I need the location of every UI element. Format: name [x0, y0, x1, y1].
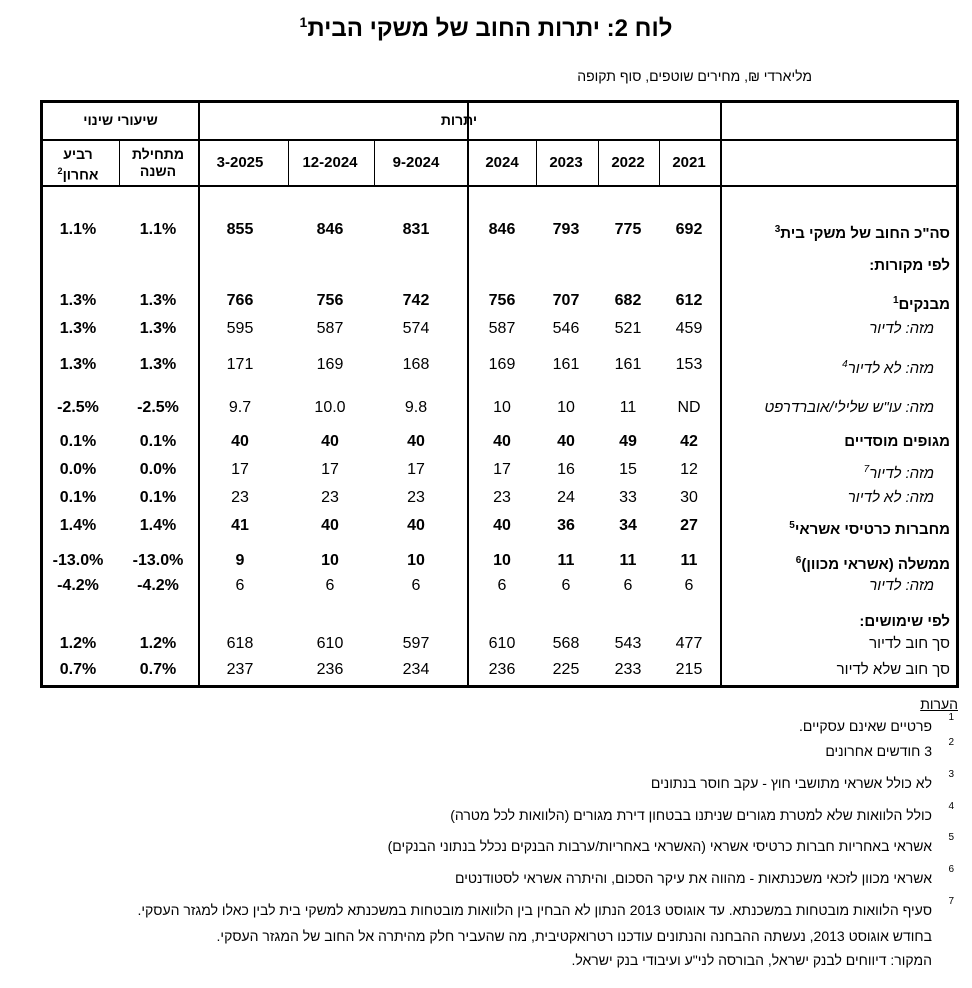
table-cell: -13.0%: [52, 552, 104, 569]
note-number: 2: [948, 737, 954, 748]
table-cell: 225: [552, 661, 580, 678]
table-cell: 521: [614, 320, 642, 337]
table-cell: 40: [321, 517, 339, 534]
table-cell: 0.1%: [139, 489, 177, 506]
table-cell: 36: [557, 517, 575, 534]
table-cell: -2.5%: [57, 399, 99, 416]
column-divider: [467, 103, 469, 685]
debt-table: [40, 100, 959, 688]
table-cell: 6: [411, 577, 421, 594]
row-label: [775, 221, 950, 243]
table-cell: 587: [488, 320, 516, 337]
table-cell: 612: [675, 292, 703, 309]
table-cell: 236: [488, 661, 516, 678]
table-cell: 6: [684, 577, 694, 594]
table-cell: ND: [677, 399, 701, 416]
table-cell: 11: [619, 399, 637, 416]
table-cell: 6: [561, 577, 571, 594]
table-cell: 168: [402, 356, 430, 373]
row-label-footnote: 3: [774, 224, 781, 235]
row-label-text: סך חוב לדיור: [869, 635, 950, 652]
table-cell: 15: [619, 461, 637, 478]
table-cell: 16: [557, 461, 575, 478]
column-divider: [198, 103, 200, 685]
group-header-change-rates: שיעורי שינוי: [83, 112, 158, 128]
notes-title: הערות: [920, 696, 958, 712]
table-cell: 1.2%: [139, 635, 177, 652]
table-cell: 1.4%: [59, 517, 97, 534]
table-cell: 610: [316, 635, 344, 652]
row-label-footnote: 5: [789, 520, 795, 531]
note-text: אשראי באחריות חברות כרטיסי אשראי (האשראי באחריות/ערבות הבנקים נכלל בנתוני הבנקים): [387, 838, 932, 854]
table-cell: 23: [321, 489, 339, 506]
table-cell: 477: [675, 635, 703, 652]
table-cell: 6: [497, 577, 507, 594]
table-cell: 11: [680, 552, 698, 569]
table-cell: 237: [226, 661, 254, 678]
table-cell: -2.5%: [137, 399, 179, 416]
row-label-text: מבנקים: [898, 296, 950, 313]
table-cell: 234: [402, 661, 430, 678]
column-divider: [720, 103, 722, 685]
table-cell: 756: [488, 292, 516, 309]
note-text: המקור: דיווחים לבנק ישראל, הבורסה לני"ע ועיבודי בנק ישראל.: [571, 952, 932, 968]
table-cell: 40: [493, 517, 511, 534]
note-text: פרטיים שאינם עסקיים.: [799, 718, 932, 734]
table-cell: 10: [407, 552, 425, 569]
table-cell: 0.1%: [139, 433, 177, 450]
column-header-last-quarter-label: רביע אחרון: [62, 146, 99, 183]
row-label-text: מזה: לדיור: [869, 465, 934, 482]
row-label: [844, 433, 950, 451]
table-cell: 595: [226, 320, 254, 337]
page-title: לוח 2: יתרות החוב של משקי הבית$^1$: [299, 14, 673, 42]
table-cell: 27: [680, 517, 698, 534]
table-cell: 546: [552, 320, 580, 337]
table-cell: 742: [402, 292, 430, 309]
table-cell: 10: [557, 399, 575, 416]
table-cell: 1.3%: [59, 292, 97, 309]
row-label: [764, 399, 934, 417]
row-label: [789, 517, 950, 539]
table-cell: 40: [557, 433, 575, 450]
table-cell: 161: [552, 356, 580, 373]
table-cell: 831: [402, 221, 430, 238]
table-cell: 707: [552, 292, 580, 309]
row-label: [869, 635, 950, 653]
table-cell: 682: [614, 292, 642, 309]
table-cell: 17: [231, 461, 249, 478]
table-cell: 855: [226, 221, 254, 238]
table-cell: -4.2%: [137, 577, 179, 594]
table-cell: 171: [226, 356, 254, 373]
table-cell: 793: [552, 221, 580, 238]
note-number: 5: [948, 832, 954, 843]
column-header-2021: 2021: [672, 154, 706, 171]
note-number: 4: [948, 801, 954, 812]
table-cell: 6: [235, 577, 245, 594]
table-cell: 215: [675, 661, 703, 678]
table-cell: 236: [316, 661, 344, 678]
row-label: [864, 461, 934, 483]
column-header-ytd: מתחילת השנה: [131, 146, 184, 179]
table-cell: 1.3%: [59, 356, 97, 373]
table-cell: 0.1%: [59, 489, 97, 506]
table-cell: 23: [231, 489, 249, 506]
note-number: 7: [948, 896, 954, 907]
note-number: 3: [948, 769, 954, 780]
row-label: [848, 489, 934, 507]
table-cell: 30: [680, 489, 698, 506]
row-label: [893, 292, 950, 314]
table-cell: 42: [680, 433, 698, 450]
column-header-last-quarter-footnote: 2: [57, 166, 63, 176]
table-cell: 6: [325, 577, 335, 594]
table-cell: 24: [557, 489, 575, 506]
table-cell: 40: [407, 517, 425, 534]
table-cell: 40: [321, 433, 339, 450]
note-text: בחודש אוגוסט 2013, נעשתה ההבחנה והנתונים עודכנו רטרואקטיבית, מה שהעביר חלק מהיתרה אל החוב של המגזר העסקי.: [216, 928, 932, 944]
table-cell: 33: [619, 489, 637, 506]
row-label-text: מזה: לדיור: [869, 320, 934, 337]
table-cell: 169: [488, 356, 516, 373]
row-label-text: מזה: עו"ש שלילי/אוברדרפט: [764, 399, 934, 416]
table-cell: 41: [231, 517, 249, 534]
row-divider: [43, 185, 957, 187]
table-cell: 12: [680, 461, 698, 478]
table-cell: 23: [407, 489, 425, 506]
table-cell: 161: [614, 356, 642, 373]
table-cell: 10.0: [314, 399, 346, 416]
table-cell: 10: [493, 399, 511, 416]
table-cell: 568: [552, 635, 580, 652]
units-caption: מליארדי ₪, מחירים שוטפים, סוף תקופה: [577, 68, 812, 84]
table-cell: 40: [407, 433, 425, 450]
table-cell: 1.1%: [59, 221, 97, 238]
table-cell: 1.3%: [139, 320, 177, 337]
row-label: [859, 613, 950, 631]
table-cell: 17: [493, 461, 511, 478]
table-cell: 0.0%: [139, 461, 177, 478]
table-cell: -13.0%: [132, 552, 184, 569]
table-cell: 459: [675, 320, 703, 337]
table-cell: 846: [488, 221, 516, 238]
row-label-text: סה"כ החוב של משקי בית: [780, 225, 950, 242]
table-cell: 9: [235, 552, 245, 569]
note-text: סעיף הלוואות מובטחות במשכנתא. עד אוגוסט 2013 הנתון לא הבחין בין הלוואות מובטחות במשכנתא למשקי בית לבין כאלו למגזר העסקי.: [137, 902, 932, 918]
table-cell: 597: [402, 635, 430, 652]
row-label: [869, 577, 934, 595]
row-label: [869, 257, 950, 275]
table-cell: 692: [675, 221, 703, 238]
row-label-text: ממשלה (אשראי מכוון): [801, 556, 950, 573]
column-header-12-2024: 12-2024: [302, 154, 358, 171]
row-label: [796, 552, 950, 574]
row-label-text: מחברות כרטיסי אשראי: [794, 521, 950, 538]
column-header-last-quarter: [42, 146, 114, 184]
row-label-footnote: 7: [863, 464, 870, 475]
table-cell: 543: [614, 635, 642, 652]
table-cell: 846: [316, 221, 344, 238]
note-text: לא כולל אשראי מתושבי חוץ - עקב חוסר בנתונים: [650, 775, 932, 791]
column-header-3-2025: 3-2025: [216, 154, 264, 171]
table-cell: 1.3%: [139, 292, 177, 309]
table-cell: 775: [614, 221, 642, 238]
table-cell: 574: [402, 320, 430, 337]
table-cell: 17: [407, 461, 425, 478]
row-label-text: מגופים מוסדיים: [844, 433, 950, 450]
note-text: 3 חודשים אחרונים: [825, 743, 932, 759]
table-cell: 1.3%: [59, 320, 97, 337]
table-cell: 1.1%: [139, 221, 177, 238]
row-label-text: סך חוב שלא לדיור: [836, 661, 950, 678]
table-cell: 17: [321, 461, 339, 478]
row-label: [869, 320, 934, 338]
note-text: אשראי מכוון לזכאי משכנתאות - מהווה את עיקר הסכום, והיתרה אשראי לסטודנטים: [455, 870, 932, 886]
table-cell: 618: [226, 635, 254, 652]
group-header-balances: יתרות: [440, 112, 478, 128]
column-header-2024: 2024: [485, 154, 519, 171]
row-label-text: מזה: לדיור: [869, 577, 934, 594]
row-label-footnote: 1: [892, 295, 899, 306]
table-cell: 9.8: [404, 399, 428, 416]
note-text: כולל הלוואות שלא למטרת מגורים שניתנו בבטחון דירת מגורים (הלוואות לכל מטרה): [450, 807, 932, 823]
column-header-2022: 2022: [611, 154, 645, 171]
row-label-text: מזה: לא לדיור: [847, 489, 934, 506]
table-cell: 34: [619, 517, 637, 534]
note-number: 1: [948, 712, 954, 723]
table-cell: 0.7%: [139, 661, 177, 678]
table-cell: 766: [226, 292, 254, 309]
table-cell: 40: [231, 433, 249, 450]
row-label-text: לפי שימושים:: [859, 613, 950, 630]
table-cell: 40: [493, 433, 511, 450]
row-label-footnote: 4: [842, 359, 848, 370]
table-cell: 169: [316, 356, 344, 373]
table-cell: 1.2%: [59, 635, 97, 652]
table-cell: 10: [493, 552, 511, 569]
row-label: [842, 356, 934, 378]
column-header-9-2024: 9-2024: [392, 154, 440, 171]
row-label-text: מזה: לא לדיור: [847, 360, 934, 377]
table-cell: 610: [488, 635, 516, 652]
table-cell: 9.7: [228, 399, 252, 416]
table-cell: 587: [316, 320, 344, 337]
table-cell: 11: [557, 552, 575, 569]
table-cell: 0.1%: [59, 433, 97, 450]
row-label-text: לפי מקורות:: [869, 257, 950, 274]
table-cell: 11: [619, 552, 637, 569]
table-cell: 756: [316, 292, 344, 309]
row-divider: [43, 139, 957, 141]
column-header-2023: 2023: [549, 154, 583, 171]
table-cell: 233: [614, 661, 642, 678]
table-cell: 10: [321, 552, 339, 569]
row-label: [837, 661, 950, 679]
table-cell: 1.3%: [139, 356, 177, 373]
table-cell: 6: [623, 577, 633, 594]
row-label-footnote: 6: [795, 555, 802, 566]
table-cell: 23: [493, 489, 511, 506]
note-number: 6: [948, 864, 954, 875]
table-cell: 0.0%: [59, 461, 97, 478]
table-cell: 0.7%: [59, 661, 97, 678]
table-cell: 153: [675, 356, 703, 373]
table-cell: 49: [619, 433, 637, 450]
table-cell: 1.4%: [139, 517, 177, 534]
table-cell: -4.2%: [57, 577, 99, 594]
